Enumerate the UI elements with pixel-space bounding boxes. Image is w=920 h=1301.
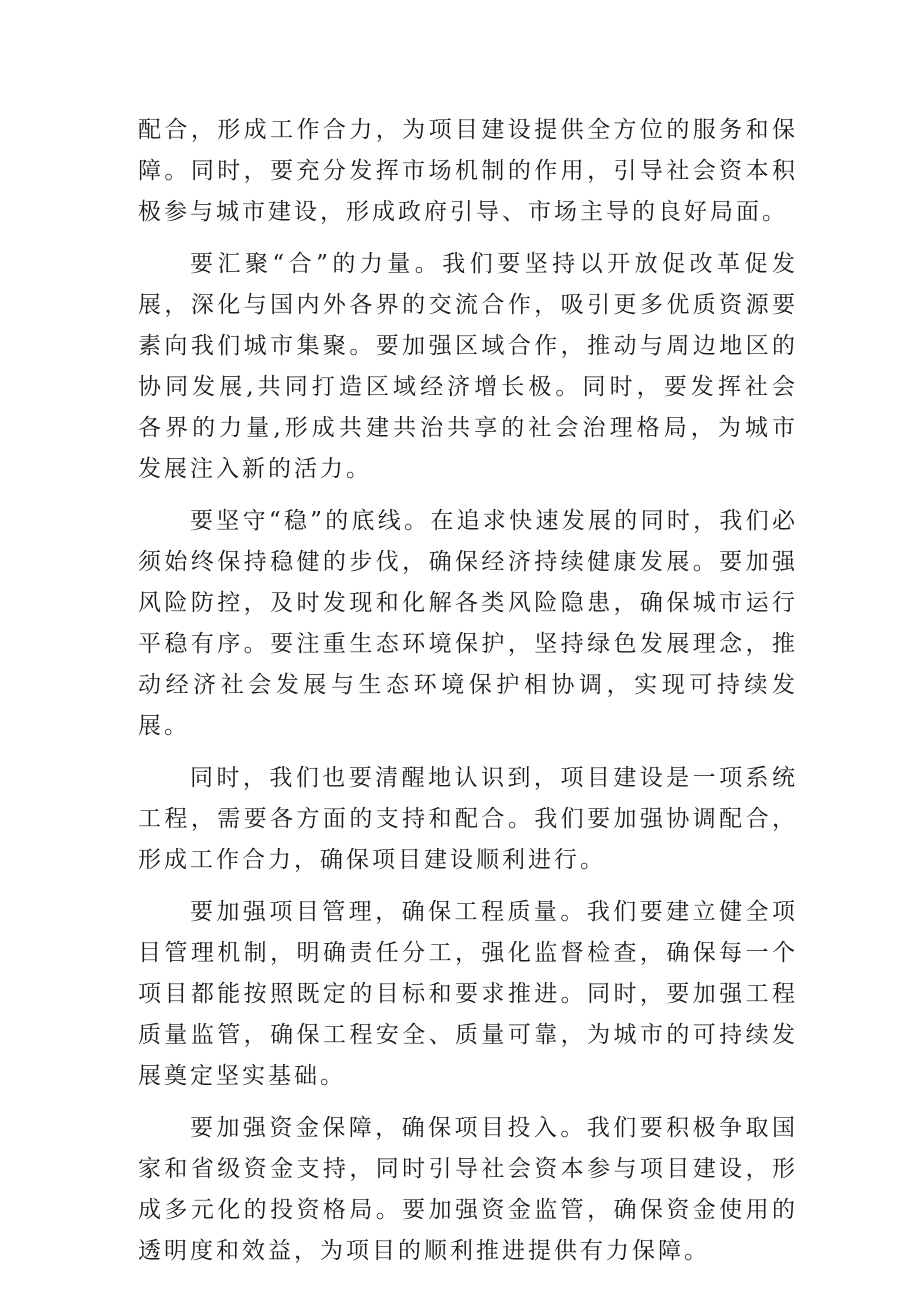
paragraph-1: 配合，形成工作合力，为项目建设提供全方位的服务和保障。同时，要充分发挥市场机制的作用，引导社会资本积极参与城市建设，形成政府引导、市场主导的良好局面。 <box>138 117 798 225</box>
paragraph-6: 要加强资金保障，确保项目投入。我们要积极争取国家和省级资金支持，同时引导社会资本参与项目建设，形成多元化的投资格局。要加强资金监管，确保资金使用的透明度和效益，为项目的顺利推进提供有力保障。 <box>138 1115 798 1264</box>
paragraph-3: 要坚守“稳”的底线。在追求快速发展的同时，我们必须始终保持稳健的步伐，确保经济持续健康发展。要加强风险防控，及时发现和化解各类风险隐患，确保城市运行平稳有序。要注重生态环境保护，坚持绿色发展理念，推动经济社会发展与生态环境保护相协调，实现可持续发展。 <box>138 508 798 739</box>
document-body <box>138 110 798 1283</box>
paragraph-2: 要汇聚“合”的力量。我们要坚持以开放促改革促发展，深化与国内外各界的交流合作，吸引更多优质资源要素向我们城市集聚。要加强区域合作，推动与周边地区的协同发展,共同打造区域经济增长极。同时，要发挥社会各界的力量,形成共建共治共享的社会治理格局，为城市发展注入新的活力。 <box>138 251 798 482</box>
paragraph-5: 要加强项目管理，确保工程质量。我们要建立健全项目管理机制，明确责任分工，强化监督检查，确保每一个项目都能按照既定的目标和要求推进。同时，要加强工程质量监管，确保工程安全、质量可靠，为城市的可持续发展奠定坚实基础。 <box>138 899 798 1089</box>
paragraph-4: 同时，我们也要清醒地认识到，项目建设是一项系统工程，需要各方面的支持和配合。我们要加强协调配合，形成工作合力，确保项目建设顺利进行。 <box>138 765 798 873</box>
